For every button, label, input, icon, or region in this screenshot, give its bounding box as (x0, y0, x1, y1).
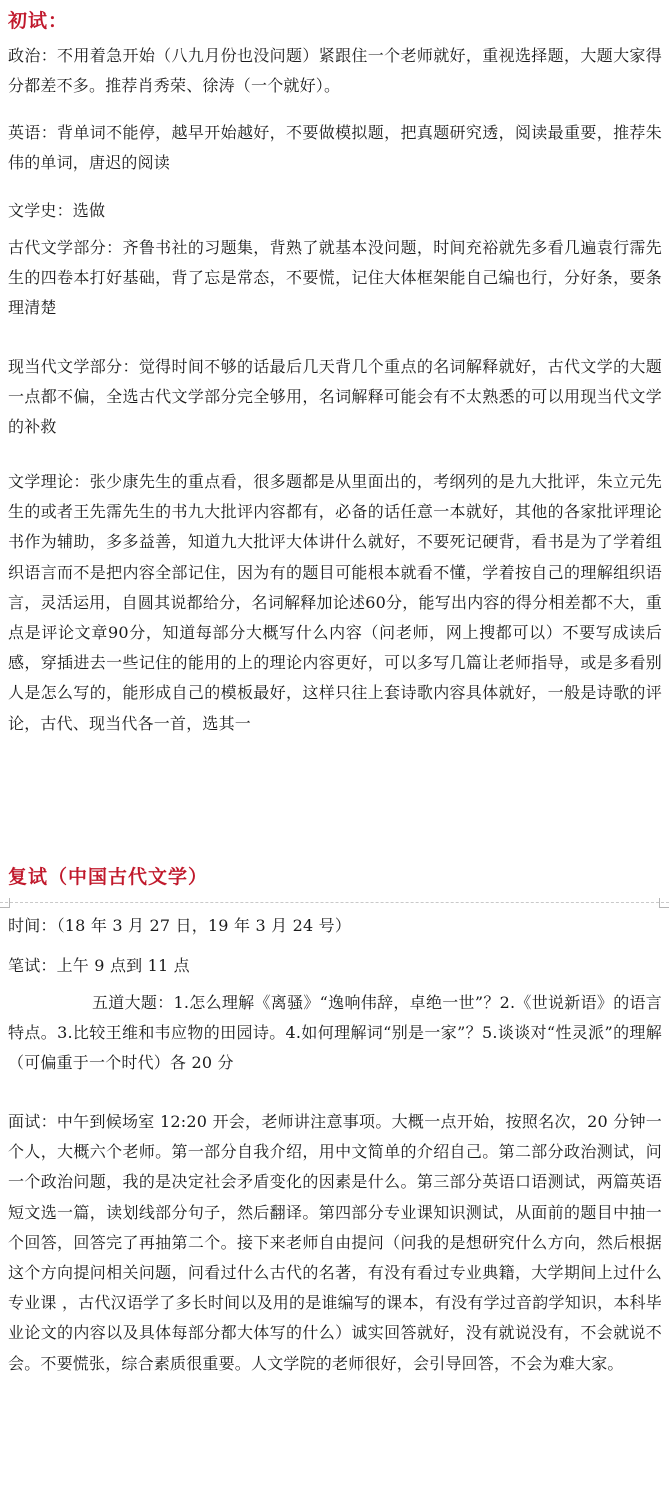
paragraph-exam-time: 时间：（18 年 3 月 27 日，19 年 3 月 24 号） (8, 916, 352, 935)
section-heading-preliminary: 初试： (8, 10, 69, 32)
paragraph-literary-theory: 文学理论：张少康先生的重点看，很多题都是从里面出的，考纲列的是九大批评，朱立元先生的或者王先霈先生的书九大批评内容都有，必备的话任意一本就好，其他的各家批评理论书作为辅助，多多益善，知道九大批评大体讲什么就好，不要死记硬背，看书是为了学着组织语言而不是把内容全部记住，因为有的题目可能根本就看不懂，学着按自己的理解组织语言，灵活运用，自圆其说都给分，名词解释加论述60分，能写出内容的得分相差都不大，重点是评论文章90分，知道每部分大概写什么内容（问老师，网上搜都可以）不要写成读后感，穿插进去一些记住的能用的上的理论内容更好，可以多写几篇让老师指导，或是多看别人是怎么写的，能形成自己的模板最好，这样只往上套诗歌内容具体就好，一般是诗歌的评论，古代、现当代各一首，选其一 (8, 472, 662, 733)
section-heading-retest: 复试（中国古代文学） (8, 866, 209, 888)
paragraph-exam-questions: 五道大题：1.怎么理解《离骚》“逸响伟辞，卓绝一世”？2.《世说新语》的语言特点。3.比较王维和韦应物的田园诗。4.如何理解词“别是一家”？5.谈谈对“性灵派”的理解（可偏重于一个时代）各 20 分 (8, 993, 662, 1073)
section-divider (0, 902, 669, 903)
paragraph-politics: 政治：不用着急开始（八九月份也没问题）紧跟住一个老师就好，重视选择题，大题大家得分都差不多。推荐肖秀荣、徐涛（一个就好）。 (8, 46, 662, 96)
paragraph-modern-literature: 现当代文学部分：觉得时间不够的话最后几天背几个重点的名词解释就好，古代文学的大题一点都不偏，全选古代文学部分完全够用，名词解释可能会有不太熟悉的可以用现当代文学的补救 (8, 357, 662, 437)
paragraph-written-exam: 笔试：上午 9 点到 11 点 (8, 956, 190, 975)
paragraph-interview: 面试：中午到候场室 12:20 开会，老师讲注意事项。大概一点开始，按照名次，20 分钟一个人，大概六个老师。第一部分自我介绍，用中文简单的介绍自己。第二部分政治测试，问一个政治问题，我的是决定社会矛盾变化的因素是什么。第三部分英语口语测试，两篇英语短文选一篇，读划线部分句子，然后翻译。第四部分专业课知识测试，从面前的题目中抽一个回答，回答完了再抽第二个。接下来老师自由提问（问我的是想研究什么方向，然后根据这个方向提问相关问题，问看过什么古代的名著，有没有看过专业典籍，大学期间上过什么专业课 ，古代汉语学了多长时间以及用的是谁编写的课本，有没有学过音韵学知识，本科毕业论文的内容以及具体每部分都大体写的什么）诚实回答就好，没有就说没有，不会就说不会。不要慌张，综合素质很重要。人文学院的老师很好，会引导回答，不会为难大家。 (8, 1112, 662, 1373)
paragraph-literary-history: 文学史：选做 (8, 201, 106, 220)
divider-corner-mark-right (659, 898, 669, 908)
divider-corner-mark-left (0, 898, 10, 908)
paragraph-english: 英语：背单词不能停，越早开始越好，不要做模拟题，把真题研究透，阅读最重要，推荐朱伟的单词，唐迟的阅读 (8, 123, 662, 173)
paragraph-ancient-literature: 古代文学部分：齐鲁书社的习题集，背熟了就基本没问题，时间充裕就先多看几遍袁行霈先生的四卷本打好基础，背了忘是常态，不要慌，记住大体框架能自己编也行，分好条，要条理清楚 (8, 238, 662, 318)
